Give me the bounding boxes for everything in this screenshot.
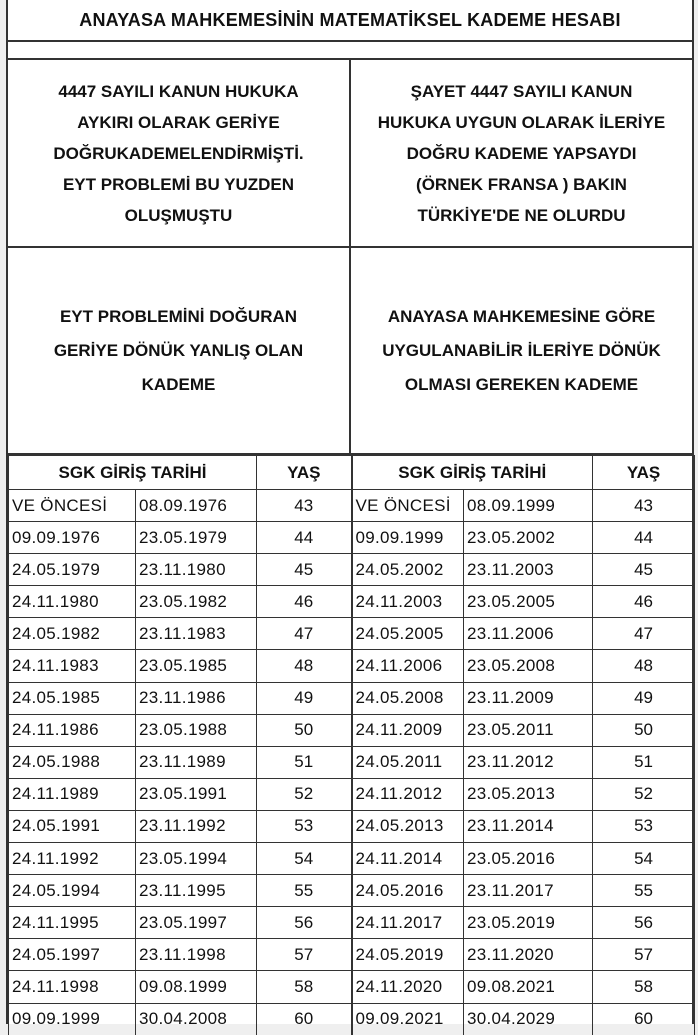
right-from-cell[interactable]: 24.05.2019 [352,939,464,971]
left-to-cell[interactable]: 30.04.2008 [136,1003,257,1035]
subtitle-left-cell: EYT PROBLEMİNİ DOĞURAN GERİYE DÖNÜK YANLIŞ OLAN KADEME [53,306,304,394]
left-age-cell[interactable]: 58 [257,971,352,1003]
table-row [9,714,695,746]
right-from-cell[interactable]: 24.11.2014 [352,843,464,875]
right-from-cell[interactable]: 24.05.2002 [352,554,464,586]
right-to-cell[interactable]: 23.11.2020 [464,939,593,971]
left-from-cell[interactable]: VE ÖNCESİ [9,490,136,522]
right-to-cell[interactable]: 23.11.2017 [464,875,593,907]
intro-right-cell: ŞAYET 4447 SAYILI KANUN HUKUKA UYGUN OLARAK İLERİYE DOĞRU KADEME YAPSAYDI (ÖRNEK FRANSA ) BAKIN TÜRKİYE'DE NE OLURDU [349,60,692,246]
left-from-cell[interactable]: 24.11.1986 [9,714,136,746]
right-age-cell[interactable]: 55 [593,875,695,907]
table-row [9,843,695,875]
table-row [9,554,695,586]
right-age-cell[interactable]: 46 [593,586,695,618]
right-age-cell[interactable]: 58 [593,971,695,1003]
left-from-cell[interactable]: 09.09.1999 [9,1003,136,1035]
right-from-cell[interactable]: 24.11.2009 [352,714,464,746]
right-from-cell[interactable]: 09.09.1999 [352,522,464,554]
right-age-cell[interactable]: 49 [593,682,695,714]
right-from-cell[interactable]: 24.11.2020 [352,971,464,1003]
right-to-cell[interactable]: 23.11.2006 [464,618,593,650]
table-row [9,682,695,714]
right-from-cell[interactable]: VE ÖNCESİ [352,490,464,522]
subtitle-right-cell: ANAYASA MAHKEMESİNE GÖRE UYGULANABİLİR İLERİYE DÖNÜK OLMASI GEREKEN KADEME [349,248,692,453]
spreadsheet-sheet [6,0,694,1029]
left-from-cell[interactable]: 24.05.1979 [9,554,136,586]
right-to-cell[interactable]: 23.05.2013 [464,778,593,810]
right-from-cell[interactable]: 24.11.2012 [352,778,464,810]
right-age-cell[interactable]: 45 [593,554,695,586]
left-age-cell[interactable]: 45 [257,554,352,586]
right-to-cell[interactable]: 23.05.2002 [464,522,593,554]
left-from-cell[interactable]: 24.11.1980 [9,586,136,618]
left-to-cell[interactable]: 23.11.1989 [136,746,257,778]
left-date-header: SGK GİRİŞ TARİHİ [9,456,257,490]
right-from-cell[interactable]: 24.05.2013 [352,810,464,842]
table-row [9,490,695,522]
left-from-cell[interactable]: 24.05.1982 [9,618,136,650]
left-from-cell[interactable]: 24.05.1991 [9,810,136,842]
right-to-cell[interactable]: 23.05.2016 [464,843,593,875]
subtitle-row [8,248,692,455]
right-age-cell[interactable]: 60 [593,1003,695,1035]
left-from-cell[interactable]: 24.11.1995 [9,907,136,939]
right-from-cell[interactable]: 24.05.2011 [352,746,464,778]
left-age-cell[interactable]: 50 [257,714,352,746]
left-age-cell[interactable]: 48 [257,650,352,682]
left-age-cell[interactable]: 44 [257,522,352,554]
right-age-cell[interactable]: 56 [593,907,695,939]
left-from-cell[interactable]: 24.05.1994 [9,875,136,907]
right-to-cell[interactable]: 23.05.2011 [464,714,593,746]
left-to-cell[interactable]: 23.05.1985 [136,650,257,682]
right-to-cell[interactable]: 09.08.2021 [464,971,593,1003]
left-age-cell[interactable]: 57 [257,939,352,971]
intro-row [8,60,692,248]
left-age-header: YAŞ [257,456,352,490]
right-age-cell[interactable]: 54 [593,843,695,875]
left-age-cell[interactable]: 49 [257,682,352,714]
left-age-cell[interactable]: 46 [257,586,352,618]
left-age-cell[interactable]: 51 [257,746,352,778]
left-age-cell[interactable]: 43 [257,490,352,522]
table-row [9,778,695,810]
left-from-cell[interactable]: 09.09.1976 [9,522,136,554]
table-row [9,971,695,1003]
left-age-cell[interactable]: 55 [257,875,352,907]
left-to-cell[interactable]: 23.11.1980 [136,554,257,586]
left-to-cell[interactable]: 08.09.1976 [136,490,257,522]
right-to-cell[interactable]: 23.05.2019 [464,907,593,939]
right-age-cell[interactable]: 44 [593,522,695,554]
right-to-cell[interactable]: 08.09.1999 [464,490,593,522]
left-to-cell[interactable]: 09.08.1999 [136,971,257,1003]
right-to-cell[interactable]: 23.11.2003 [464,554,593,586]
left-to-cell[interactable]: 23.05.1982 [136,586,257,618]
right-age-header: YAŞ [593,456,695,490]
table-row [9,746,695,778]
right-from-cell[interactable]: 24.05.2016 [352,875,464,907]
left-to-cell[interactable]: 23.05.1979 [136,522,257,554]
left-from-cell[interactable]: 24.05.1997 [9,939,136,971]
right-to-cell[interactable]: 23.11.2012 [464,746,593,778]
table-row [9,810,695,842]
right-age-cell[interactable]: 52 [593,778,695,810]
right-age-cell[interactable]: 57 [593,939,695,971]
intro-left-cell: 4447 SAYILI KANUN HUKUKA AYKIRI OLARAK GERİYE DOĞRUKADEMELENDİRMİŞTİ. EYT PROBLEMİ BU YUZDEN OLUŞMUŞTU [53,81,304,225]
right-to-cell[interactable]: 23.11.2009 [464,682,593,714]
right-age-cell[interactable]: 47 [593,618,695,650]
left-to-cell[interactable]: 23.05.1994 [136,843,257,875]
left-to-cell[interactable]: 23.05.1997 [136,907,257,939]
right-to-cell[interactable]: 30.04.2029 [464,1003,593,1035]
table-row [9,907,695,939]
kademe-table [8,455,695,1035]
left-from-cell[interactable]: 24.05.1985 [9,682,136,714]
left-to-cell[interactable]: 23.05.1991 [136,778,257,810]
left-from-cell[interactable]: 24.11.1989 [9,778,136,810]
right-to-cell[interactable]: 23.05.2005 [464,586,593,618]
left-from-cell[interactable]: 24.11.1998 [9,971,136,1003]
right-from-cell[interactable]: 24.05.2005 [352,618,464,650]
table-row [9,939,695,971]
table-row [9,650,695,682]
right-date-header: SGK GİRİŞ TARİHİ [352,456,593,490]
table-row [9,1003,695,1035]
document-title: ANAYASA MAHKEMESİNİN MATEMATİKSEL KADEME HESABI [8,0,692,42]
left-age-cell[interactable]: 47 [257,618,352,650]
right-age-cell[interactable]: 48 [593,650,695,682]
right-age-cell[interactable]: 50 [593,714,695,746]
right-to-cell[interactable]: 23.11.2014 [464,810,593,842]
right-age-cell[interactable]: 51 [593,746,695,778]
right-age-cell[interactable]: 53 [593,810,695,842]
left-from-cell[interactable]: 24.11.1992 [9,843,136,875]
right-age-cell[interactable]: 43 [593,490,695,522]
left-age-cell[interactable]: 53 [257,810,352,842]
table-header-row [9,456,695,490]
right-from-cell[interactable]: 24.05.2008 [352,682,464,714]
right-from-cell[interactable]: 24.11.2003 [352,586,464,618]
table-row [9,618,695,650]
left-to-cell[interactable]: 23.11.1998 [136,939,257,971]
left-to-cell[interactable]: 23.11.1986 [136,682,257,714]
table-row [9,522,695,554]
left-from-cell[interactable]: 24.11.1983 [9,650,136,682]
table-row [9,875,695,907]
right-from-cell[interactable]: 24.11.2017 [352,907,464,939]
left-from-cell[interactable]: 24.05.1988 [9,746,136,778]
left-age-cell[interactable]: 54 [257,843,352,875]
right-from-cell[interactable]: 24.11.2006 [352,650,464,682]
left-age-cell[interactable]: 56 [257,907,352,939]
right-from-cell[interactable]: 09.09.2021 [352,1003,464,1035]
spacer-row [8,42,692,60]
left-to-cell[interactable]: 23.11.1992 [136,810,257,842]
right-to-cell[interactable]: 23.05.2008 [464,650,593,682]
left-to-cell[interactable]: 23.05.1988 [136,714,257,746]
left-age-cell[interactable]: 60 [257,1003,352,1035]
left-age-cell[interactable]: 52 [257,778,352,810]
left-to-cell[interactable]: 23.11.1995 [136,875,257,907]
left-to-cell[interactable]: 23.11.1983 [136,618,257,650]
table-row [9,586,695,618]
